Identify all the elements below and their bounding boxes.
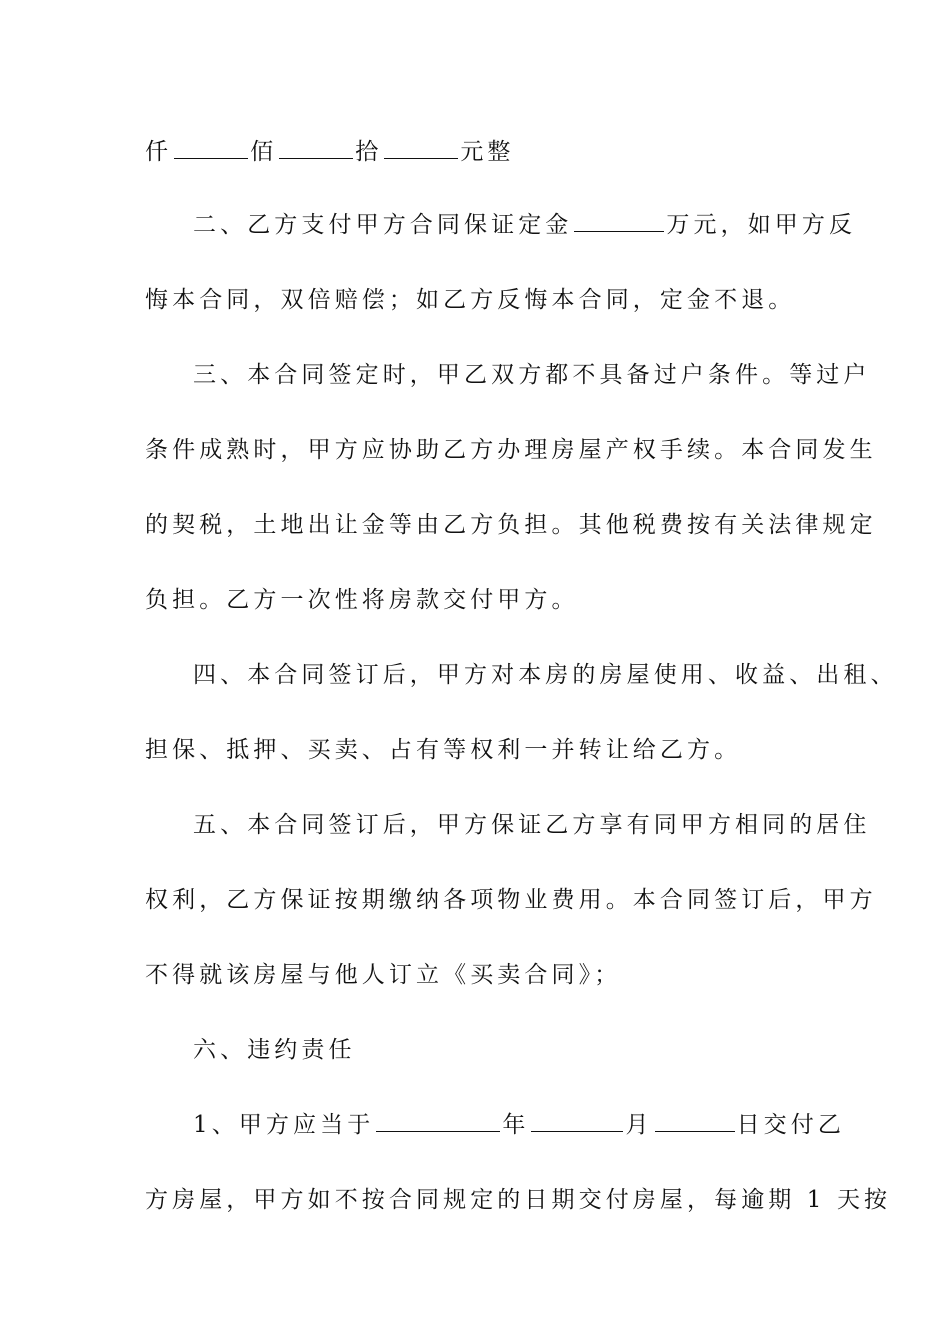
paragraph-3-line-2: 条件成熟时，甲方应协助乙方办理房屋产权手续。本合同发生 xyxy=(145,437,877,463)
section-heading-breach: 六、违约责任 xyxy=(193,1037,356,1063)
blank-field xyxy=(384,138,458,159)
text-year: 年 xyxy=(502,1112,530,1138)
text-day: 日交付乙 xyxy=(736,1112,845,1138)
text-qian: 仟 xyxy=(145,139,173,165)
paragraph-4-line-2: 担保、抵押、买卖、占有等权利一并转让给乙方。 xyxy=(145,737,742,763)
paragraph-5-line-3: 不得就该房屋与他人订立《买卖合同》； xyxy=(145,962,622,988)
deposit-text-cont: 万元，如甲方反 xyxy=(666,212,857,238)
paragraph-3-line-3: 的契税，土地出让金等由乙方负担。其他税费按有关法律规定 xyxy=(145,512,877,538)
text-month: 月 xyxy=(625,1112,653,1138)
paragraph-7-line-1 xyxy=(193,1110,873,1140)
blank-field xyxy=(174,138,248,159)
text-yuanzheng: 元整 xyxy=(460,139,515,165)
blank-field xyxy=(376,1111,500,1132)
paragraph-3-line-4: 负担。乙方一次性将房款交付甲方。 xyxy=(145,587,579,613)
deposit-text: 二、乙方支付甲方合同保证定金 xyxy=(193,212,573,238)
blank-field xyxy=(531,1111,623,1132)
paragraph-3-line-1: 三、本合同签定时，甲乙双方都不具备过户条件。等过户 xyxy=(193,362,871,388)
paragraph-2-line-2: 悔本合同，双倍赔偿；如乙方反悔本合同，定金不退。 xyxy=(145,287,796,313)
text-bai: 佰 xyxy=(250,139,278,165)
paragraph-5-line-2: 权利，乙方保证按期缴纳各项物业费用。本合同签订后，甲方 xyxy=(145,887,877,913)
amount-words-line xyxy=(145,137,825,167)
paragraph-5-line-1: 五、本合同签订后，甲方保证乙方享有同甲方相同的居住 xyxy=(193,812,871,838)
paragraph-2-line-1 xyxy=(193,210,873,240)
blank-field xyxy=(279,138,353,159)
blank-field xyxy=(655,1111,735,1132)
paragraph-4-line-1: 四、本合同签订后，甲方对本房的房屋使用、收益、出租、 xyxy=(193,662,898,688)
text-shi: 拾 xyxy=(355,139,383,165)
delivery-text: 1、甲方应当于 xyxy=(193,1112,375,1138)
blank-field xyxy=(574,211,664,232)
paragraph-7-line-2: 方房屋，甲方如不按合同规定的日期交付房屋，每逾期 1 天按 xyxy=(145,1187,892,1213)
